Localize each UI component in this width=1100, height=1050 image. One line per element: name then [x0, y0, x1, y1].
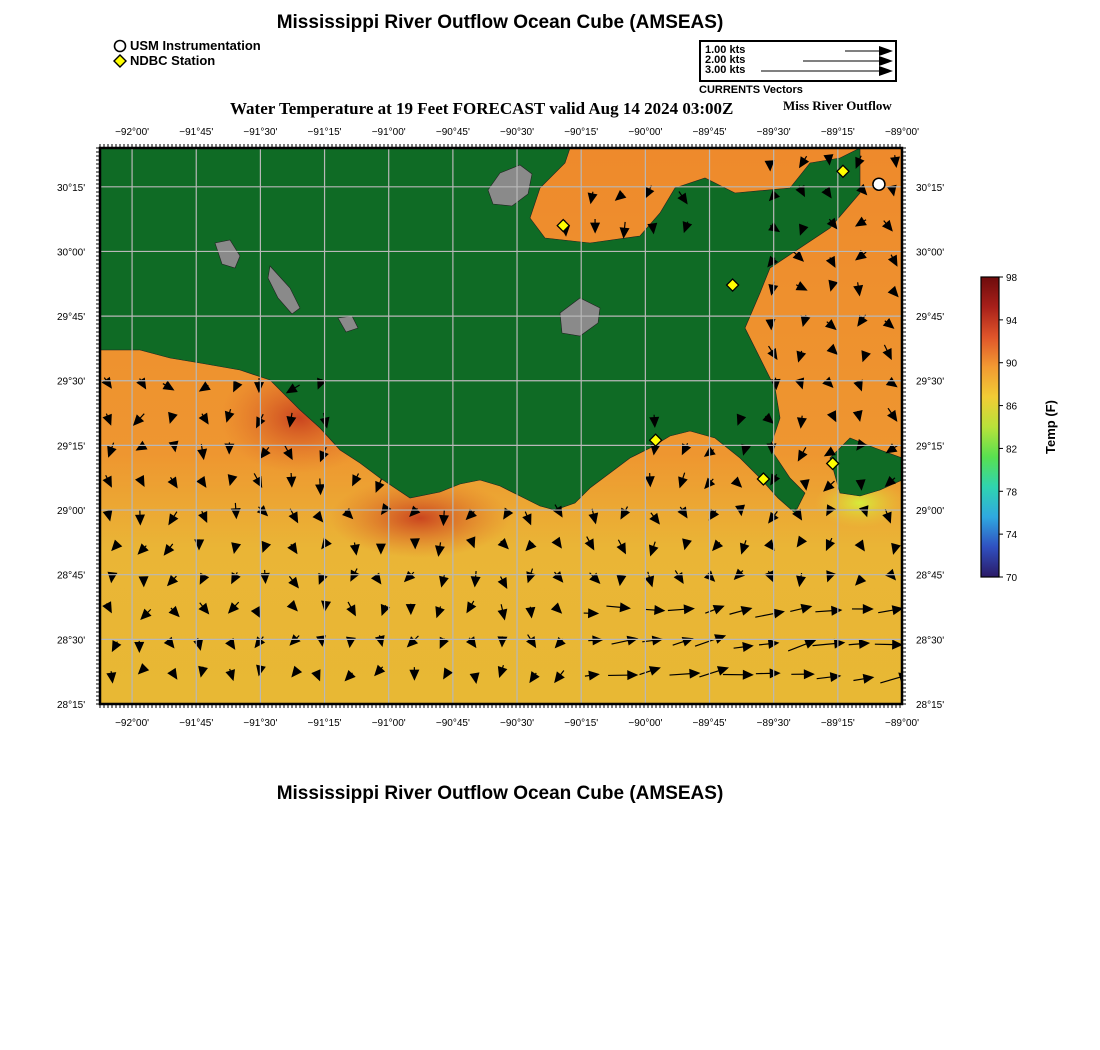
lon-tick-label: −90°30' — [500, 718, 535, 729]
lon-tick-label: −89°30' — [756, 718, 791, 729]
lat-tick-label: 29°00' — [57, 506, 86, 518]
page-title-top: Mississippi River Outflow Ocean Cube (AMSEAS) — [276, 12, 724, 33]
vector-key-entry-1: 1.00 kts — [705, 44, 746, 56]
colorbar-label: Temp (F) — [1043, 400, 1058, 454]
vector-key-arrows — [701, 42, 895, 80]
lon-tick-label: −89°00' — [885, 718, 919, 729]
colorbar-tick-label: 86 — [1006, 401, 1018, 413]
lat-tick-label: 30°00' — [916, 247, 945, 259]
colorbar-tick-label: 90 — [1006, 358, 1018, 370]
colorbar-tick-label: 98 — [1006, 273, 1018, 284]
lon-tick-label: −90°45' — [435, 718, 470, 729]
vector-key-entry-3: 3.00 kts — [705, 64, 746, 76]
lon-tick-label: −90°15' — [564, 127, 599, 138]
legend-ndbc-label: NDBC Station — [130, 53, 216, 68]
lon-tick-label: −89°15' — [820, 718, 855, 729]
lat-tick-label: 28°15' — [57, 700, 86, 711]
lon-tick-label: −91°00' — [371, 718, 406, 729]
lon-tick-label: −90°00' — [628, 127, 663, 138]
lat-tick-label: 29°15' — [916, 441, 945, 453]
vector-key-entry-2: 2.00 kts — [705, 54, 746, 66]
lon-tick-label: −92°00' — [115, 127, 150, 138]
lat-tick-label: 28°45' — [57, 570, 86, 582]
legend-ndbc — [113, 53, 215, 68]
lat-tick-label: 30°15' — [57, 182, 86, 194]
lon-tick-label: −91°15' — [307, 718, 342, 729]
page-title-bottom: Mississippi River Outflow Ocean Cube (AMSEAS) — [276, 783, 724, 804]
map-panel — [0, 118, 960, 738]
colorbar-ticks — [999, 273, 1018, 584]
lon-tick-label: −91°45' — [179, 127, 214, 138]
lon-tick-label: −90°30' — [500, 127, 535, 138]
lat-tick-label: 29°45' — [57, 312, 86, 324]
lat-tick-label: 30°00' — [57, 247, 86, 259]
lat-tick-label: 29°15' — [57, 441, 86, 453]
colorbar-tick-label: 82 — [1006, 444, 1018, 456]
usm-instrument-marker[interactable] — [873, 178, 885, 190]
colorbar-tick-label: 70 — [1006, 573, 1018, 584]
colorbar — [965, 265, 1075, 595]
lon-tick-label: −91°30' — [243, 718, 278, 729]
ndbc-marker-icon — [113, 54, 127, 68]
lon-tick-label: −92°00' — [115, 718, 150, 729]
vector-key — [699, 40, 897, 82]
legend-usm-label: USM Instrumentation — [130, 38, 261, 53]
map-body — [100, 148, 905, 704]
lon-tick-label: −90°00' — [628, 718, 663, 729]
region-label: Miss River Outflow — [783, 98, 892, 113]
colorbar-tick-label: 94 — [1006, 315, 1018, 327]
lon-tick-label: −89°45' — [692, 718, 727, 729]
lon-tick-label: −90°45' — [435, 127, 470, 138]
lat-tick-label: 28°30' — [57, 635, 86, 647]
lon-tick-label: −89°30' — [756, 127, 791, 138]
lon-tick-label: −89°45' — [692, 127, 727, 138]
lat-tick-label: 29°30' — [57, 376, 86, 388]
lon-tick-label: −91°00' — [371, 127, 406, 138]
lat-tick-label: 29°30' — [916, 376, 945, 388]
lon-tick-label: −89°15' — [820, 127, 855, 138]
usm-marker-icon — [113, 39, 127, 53]
map-subtitle: Water Temperature at 19 Feet FORECAST valid Aug 14 2024 03:00Z — [230, 99, 734, 118]
lat-tick-label: 30°15' — [916, 182, 945, 194]
lat-tick-label: 28°30' — [916, 635, 945, 647]
lon-tick-label: −91°30' — [243, 127, 278, 138]
vector-key-caption: CURRENTS Vectors — [699, 84, 803, 96]
colorbar-tick-label: 78 — [1006, 487, 1018, 499]
colorbar-scale — [981, 277, 999, 577]
lat-tick-label: 29°45' — [916, 312, 945, 324]
lat-tick-label: 28°45' — [916, 570, 945, 582]
colorbar-tick-label: 74 — [1006, 530, 1018, 542]
lat-tick-label: 29°00' — [916, 506, 945, 518]
lon-tick-label: −91°15' — [307, 127, 342, 138]
lon-tick-label: −89°00' — [885, 127, 919, 138]
legend-usm — [113, 38, 261, 53]
lat-tick-label: 28°15' — [916, 700, 945, 711]
lon-tick-label: −90°15' — [564, 718, 599, 729]
lon-tick-label: −91°45' — [179, 718, 214, 729]
